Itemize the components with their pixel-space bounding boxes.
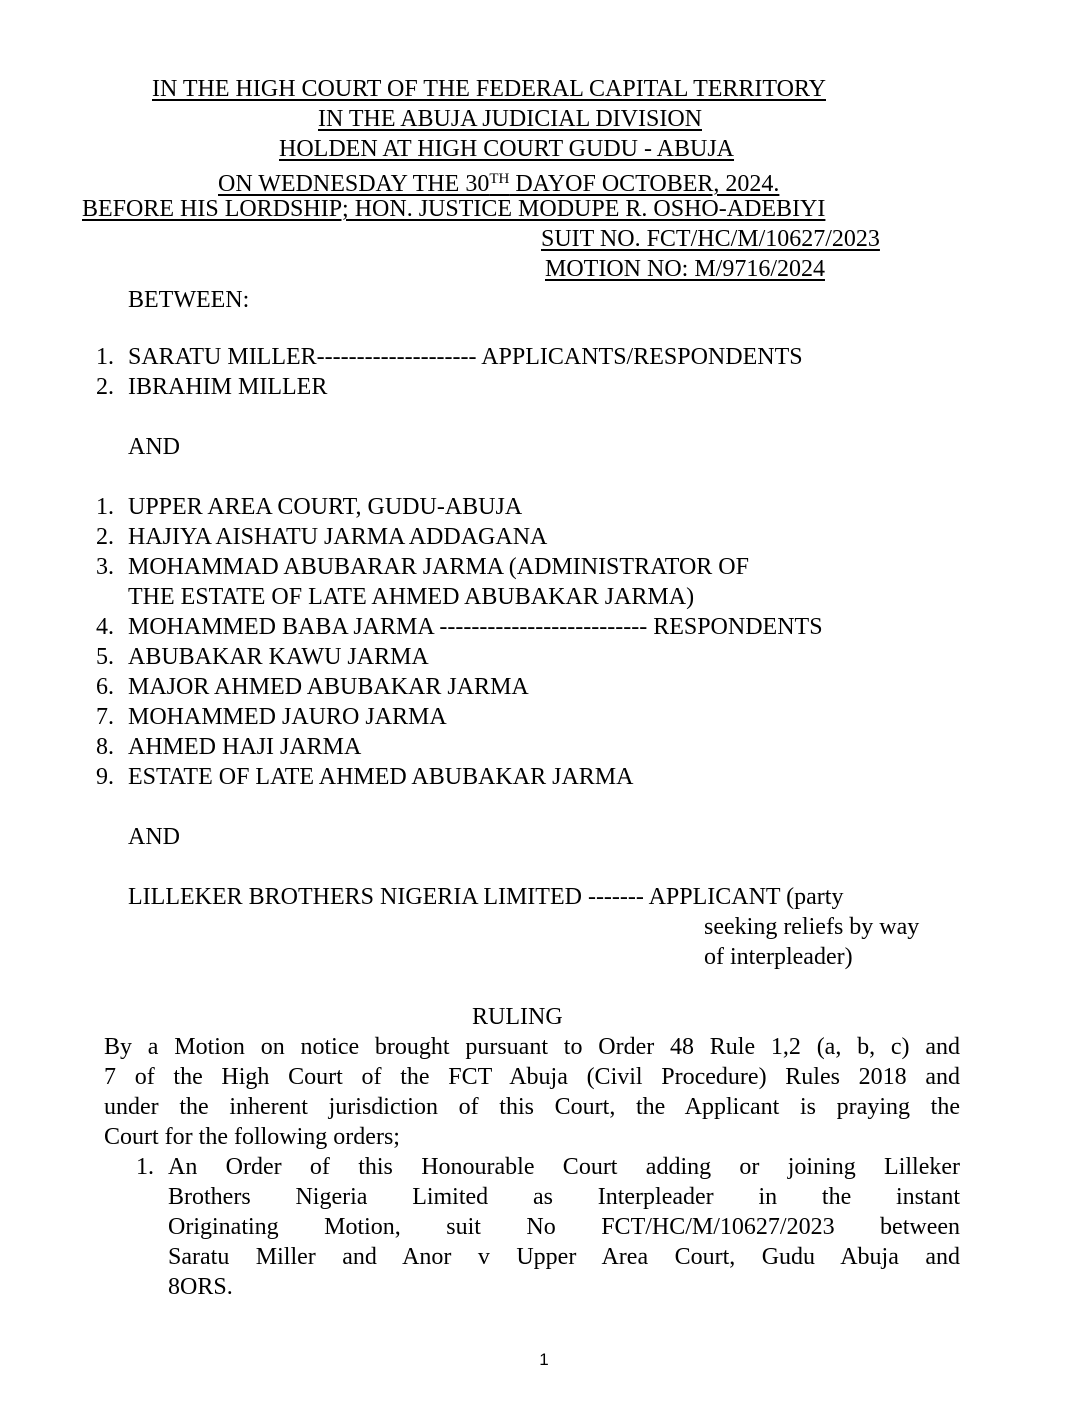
list-item-number: 5. bbox=[96, 644, 114, 670]
respondent-name: ABUBAKAR KAWU JARMA bbox=[128, 644, 429, 670]
date-ordinal: TH bbox=[489, 171, 510, 187]
date-prefix: ON WEDNESDAY THE 30 bbox=[218, 171, 490, 197]
list-item-number: 3. bbox=[96, 554, 114, 580]
paragraph-line: 7 of the High Court of the FCT Abuja (Civil Procedure) Rules 2018 and bbox=[104, 1064, 960, 1090]
interpleader-line: seeking reliefs by way bbox=[704, 914, 920, 940]
respondent-name: AHMED HAJI JARMA bbox=[128, 734, 362, 760]
respondent-name: UPPER AREA COURT, GUDU-ABUJA bbox=[128, 494, 523, 520]
court-heading: IN THE HIGH COURT OF THE FEDERAL CAPITAL TERRITORY bbox=[152, 76, 826, 102]
respondent-name: ESTATE OF LATE AHMED ABUBAKAR JARMA bbox=[128, 764, 634, 790]
page-number: 1 bbox=[539, 1350, 549, 1369]
interpleader-line: of interpleader) bbox=[704, 944, 853, 970]
respondent-name-continuation: THE ESTATE OF LATE AHMED ABUBAKAR JARMA) bbox=[128, 584, 695, 610]
and-label: AND bbox=[128, 434, 180, 460]
order-line: An Order of this Honourable Court adding or joining Lilleker bbox=[168, 1154, 960, 1180]
respondent-name: MOHAMMED JAURO JARMA bbox=[128, 704, 447, 730]
list-item-number: 9. bbox=[96, 764, 114, 790]
suit-number: SUIT NO. FCT/HC/M/10627/2023 bbox=[541, 226, 880, 252]
applicant-name: IBRAHIM MILLER bbox=[128, 374, 328, 400]
list-item-number: 1. bbox=[96, 344, 114, 370]
motion-number: MOTION NO: M/9716/2024 bbox=[545, 256, 825, 282]
respondent-name: MOHAMMED BABA JARMA -------------------------- RESPONDENTS bbox=[128, 614, 823, 640]
order-line: Saratu Miller and Anor v Upper Area Court, Gudu Abuja and bbox=[168, 1244, 960, 1270]
list-item-number: 2. bbox=[96, 524, 114, 550]
list-item-number: 4. bbox=[96, 614, 114, 640]
respondent-name: MAJOR AHMED ABUBAKAR JARMA bbox=[128, 674, 529, 700]
respondent-name: HAJIYA AISHATU JARMA ADDAGANA bbox=[128, 524, 548, 550]
list-item-number: 7. bbox=[96, 704, 114, 730]
before-justice-heading: BEFORE HIS LORDSHIP; HON. JUSTICE MODUPE R. OSHO-ADEBIYI bbox=[82, 196, 826, 222]
paragraph-line: Court for the following orders; bbox=[104, 1124, 400, 1150]
date-suffix: DAYOF OCTOBER, 2024. bbox=[509, 171, 780, 197]
order-number: 1. bbox=[136, 1154, 154, 1180]
and-label-2: AND bbox=[128, 824, 180, 850]
list-item-number: 1. bbox=[96, 494, 114, 520]
order-line: Brothers Nigeria Limited as Interpleader in the instant bbox=[168, 1184, 960, 1210]
list-item-number: 6. bbox=[96, 674, 114, 700]
ruling-title: RULING bbox=[472, 1004, 563, 1030]
between-label: BETWEEN: bbox=[128, 287, 250, 313]
list-item-number: 2. bbox=[96, 374, 114, 400]
paragraph-line: By a Motion on notice brought pursuant to Order 48 Rule 1,2 (a, b, c) and bbox=[104, 1034, 960, 1060]
paragraph-line: under the inherent jurisdiction of this Court, the Applicant is praying the bbox=[104, 1094, 960, 1120]
division-heading: IN THE ABUJA JUDICIAL DIVISION bbox=[318, 106, 702, 132]
respondent-name: MOHAMMAD ABUBARAR JARMA (ADMINISTRATOR OF bbox=[128, 554, 749, 580]
interpleader-line: LILLEKER BROTHERS NIGERIA LIMITED ------- APPLICANT (party bbox=[128, 884, 844, 910]
order-line: 8ORS. bbox=[168, 1274, 233, 1300]
order-line: Originating Motion, suit No FCT/HC/M/10627/2023 between bbox=[168, 1214, 960, 1240]
applicant-name: SARATU MILLER-------------------- APPLICANTS/RESPONDENTS bbox=[128, 344, 803, 370]
list-item-number: 8. bbox=[96, 734, 114, 760]
holden-heading: HOLDEN AT HIGH COURT GUDU - ABUJA bbox=[279, 136, 735, 162]
